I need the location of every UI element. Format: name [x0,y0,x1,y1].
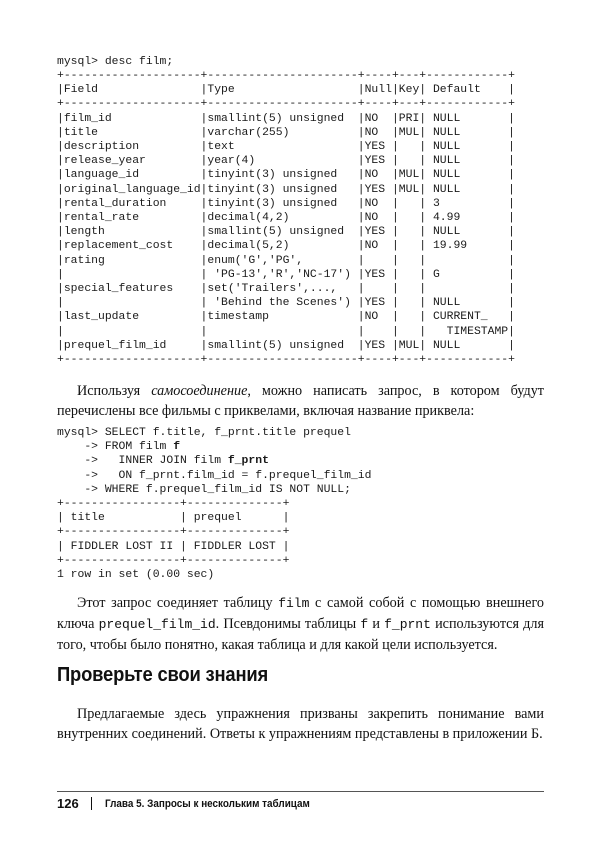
para1-text-before: Используя [77,383,152,399]
code-film: film [278,596,310,611]
code-f-prnt: f_prnt [384,617,431,632]
footer-rule [57,791,544,792]
alias-f: f [173,441,181,454]
page-footer [57,796,332,811]
query-line-on: -> ON f_prnt.film_id = f.prequel_film_id [57,469,372,482]
query-result-footer: 1 row in set (0.00 sec) [57,569,215,581]
para1-text-after: , можно написать запрос, в котором будут перечислены все фильмы с приквелами, включая название приквела: [57,383,545,419]
query-line-where: -> WHERE f.prequel_film_id IS NOT NULL; [57,483,351,496]
self-join-term: самосоединение [151,383,248,399]
query-line-join: -> INNER JOIN film f_prnt [57,455,269,468]
self-join-query [57,426,371,497]
code-f: f [360,617,369,632]
desc-film-table: +--------------------+----------------------+----+---+------------+ |Field |Type |Null|Key| Default | +--------------------+----------------------+----+---+------------+ |film_id |smallint(5) unsigned |NO |PRI| NULL | |title |varchar(255) |NO |MUL| NULL | |description |text |YES | | NULL | |release_year |year(4) |YES | | NULL | |language_id |tinyint(3) unsigned |NO |MUL| NULL | |original_language_id|tinyint(3) unsigned |YES |MUL| NULL | |rental_duration |tinyint(3) unsigned |NO | | 3 | |rental_rate |decimal(4,2) |NO | | 4.99 | |length |smallint(5) unsigned |YES | | NULL | |replacement_cost |decimal(5,2) |NO | | 19.99 | |rating |enum('G','PG', | | | | | | 'PG-13','R','NC-17') |YES | | G | |special_features |set('Trailers',..., | | | | | | 'Behind the Scenes') |YES | | NULL | |last_update |timestamp |NO | | CURRENT_ | | | | | | TIMESTAMP| |prequel_film_id |smallint(5) unsigned |YES |MUL| NULL | +--------------------+----------------------+----+---+------------+ [57,70,515,367]
self-join-paragraph [57,381,544,421]
explanation-paragraph: Этот запрос соединяет таблицу film с самой собой с помощью внешнего ключа prequel_film_id. Псевдонимы таблицы f и f_prnt используются для того, чтобы было понятно, какая таблица и для какой цели используется. [57,595,545,653]
section-heading: Проверьте свои знания [57,664,269,686]
query-line-select: mysql> SELECT f.title, f_prnt.title prequel [57,427,351,439]
code-prequel-film-id: prequel_film_id [98,617,216,632]
exercises-paragraph: Предлагаемые здесь упражнения призваны закрепить понимание вами внутренних соединений. Ответы к упражнениям представлены в приложении Б. [57,706,544,742]
query-result-table: +-----------------+--------------+ | title | prequel | +-----------------+--------------+ | FIDDLER LOST II | FIDDLER LOST | +-----------------+--------------+ [57,498,290,567]
footer-separator [91,797,92,810]
page-number: 126 [57,796,79,811]
chapter-title: Глава 5. Запросы к нескольким таблицам [104,797,310,810]
desc-command: mysql> desc film; [57,56,174,68]
alias-f-prnt: f_prnt [227,455,269,468]
query-line-from: -> FROM film f [57,441,181,454]
